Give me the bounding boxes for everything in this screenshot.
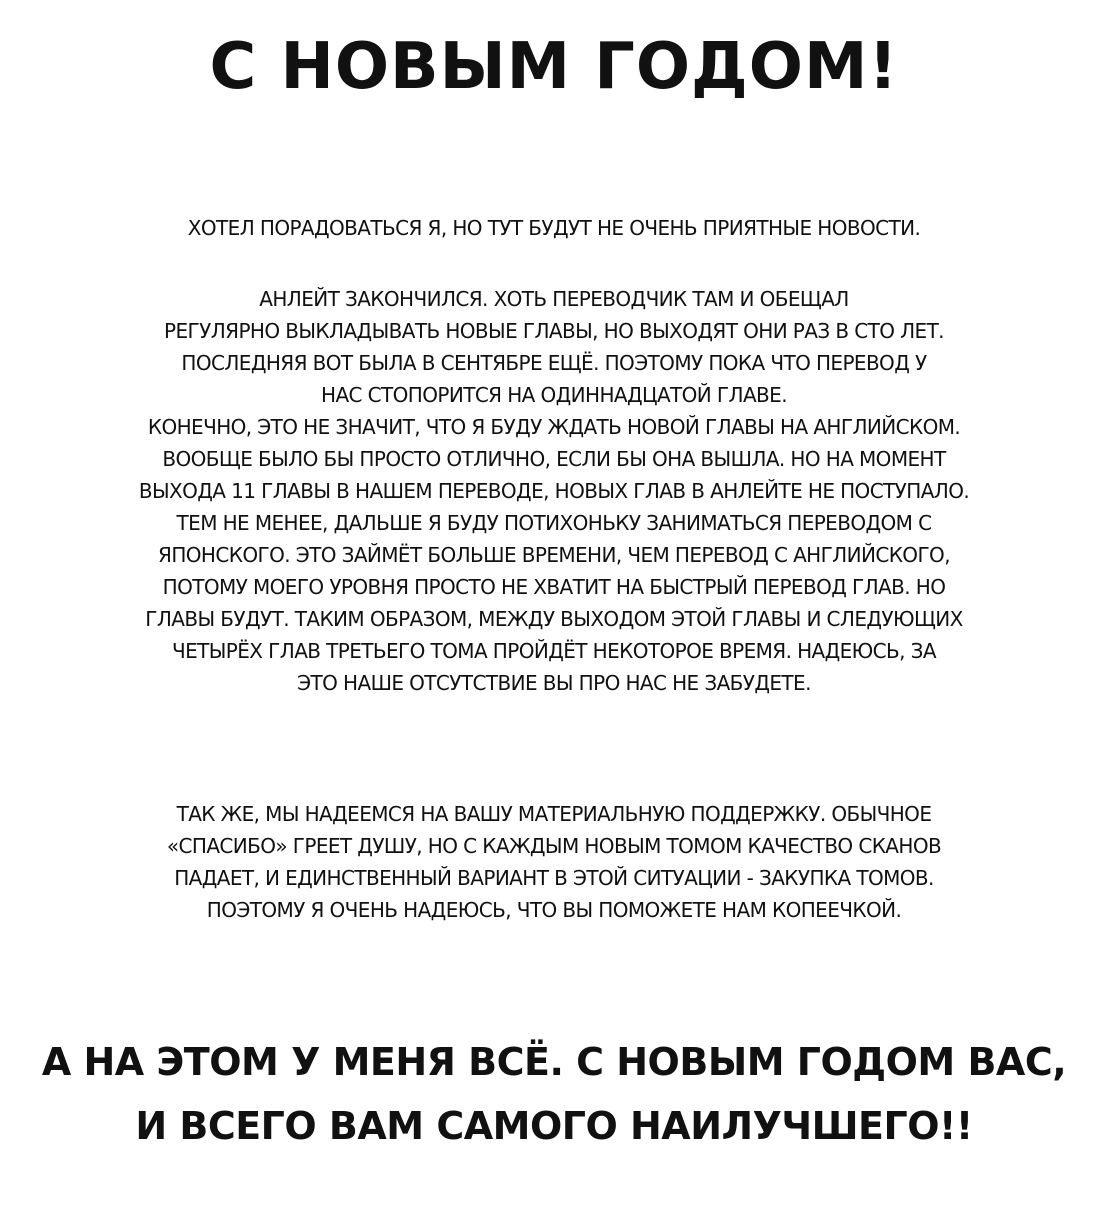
text-line: ПОСЛЕДНЯЯ ВОТ БЫЛА В СЕНТЯБРЕ ЕЩЁ. ПОЭТОМУ ПОКА ЧТО ПЕРЕВОД У <box>181 351 927 375</box>
text-line: ПОЭТОМУ Я ОЧЕНЬ НАДЕЮСЬ, ЧТО ВЫ ПОМОЖЕТЕ НАМ КОПЕЕЧКОЙ. <box>206 898 902 922</box>
text-line: «СПАСИБО» ГРЕЕТ ДУШУ, НО С КАЖДЫМ НОВЫМ ТОМОМ КАЧЕСТВО СКАНОВ <box>166 834 942 858</box>
text-line: ГЛАВЫ БУДУТ. ТАКИМ ОБРАЗОМ, МЕЖДУ ВЫХОДОМ ЭТОЙ ГЛАВЫ И СЛЕДУЮЩИХ <box>145 607 963 631</box>
closing-line: И ВСЕГО ВАМ САМОГО НАИЛУЧШЕГО!! <box>135 1104 973 1148</box>
text-line: КОНЕЧНО, ЭТО НЕ ЗНАЧИТ, ЧТО Я БУДУ ЖДАТЬ НОВОЙ ГЛАВЫ НА АНГЛИЙСКОМ. <box>147 415 961 439</box>
text-line: ЭТО НАШЕ ОТСУТСТВИЕ ВЫ ПРО НАС НЕ ЗАБУДЕТЕ. <box>297 671 811 695</box>
text-line: ТЕМ НЕ МЕНЕЕ, ДАЛЬШЕ Я БУДУ ПОТИХОНЬКУ ЗАНИМАТЬСЯ ПЕРЕВОДОМ С <box>176 511 932 535</box>
text-line: ПОТОМУ МОЕГО УРОВНЯ ПРОСТО НЕ ХВАТИТ НА БЫСТРЫЙ ПЕРЕВОД ГЛАВ. НО <box>162 575 946 599</box>
text-line: ПАДАЕТ, И ЕДИНСТВЕННЫЙ ВАРИАНТ В ЭТОЙ СИТУАЦИИ - ЗАКУПКА ТОМОВ. <box>174 866 934 890</box>
text-line: ВООБЩЕ БЫЛО БЫ ПРОСТО ОТЛИЧНО, ЕСЛИ БЫ ОНА ВЫШЛА. НО НА МОМЕНТ <box>162 447 946 471</box>
text-line: ЧЕТЫРЁХ ГЛАВ ТРЕТЬЕГО ТОМА ПРОЙДЁТ НЕКОТОРОЕ ВРЕМЯ. НАДЕЮСЬ, ЗА <box>172 639 936 663</box>
text-line: ЯПОНСКОГО. ЭТО ЗАЙМЁТ БОЛЬШЕ ВРЕМЕНИ, ЧЕМ ПЕРЕВОД С АНГЛИЙСКОГО, <box>158 543 950 567</box>
text-line: РЕГУЛЯРНО ВЫКЛАДЫВАТЬ НОВЫЕ ГЛАВЫ, НО ВЫХОДЯТ ОНИ РАЗ В СТО ЛЕТ. <box>164 319 944 343</box>
text-line: ВЫХОДА 11 ГЛАВЫ В НАШЕМ ПЕРЕВОДЕ, НОВЫХ ГЛАВ В АНЛЕЙТЕ НЕ ПОСТУПАЛО. <box>138 479 970 503</box>
paragraph-support-request <box>30 798 1078 926</box>
closing-line: А НА ЭТОМ У МЕНЯ ВСЁ. С НОВЫМ ГОДОМ ВАС, <box>41 1040 1067 1084</box>
paragraph-translation-status <box>30 283 1078 699</box>
text-line: НАС СТОПОРИТСЯ НА ОДИННАДЦАТОЙ ГЛАВЕ. <box>321 383 787 407</box>
text-line: ХОТЕЛ ПОРАДОВАТЬСЯ Я, НО ТУТ БУДУТ НЕ ОЧЕНЬ ПРИЯТНЫЕ НОВОСТИ. <box>187 216 921 240</box>
paragraph-intro <box>30 212 1078 244</box>
page-title: С НОВЫМ ГОДОМ! <box>209 30 899 104</box>
text-line: АНЛЕЙТ ЗАКОНЧИЛСЯ. ХОТЬ ПЕРЕВОДЧИК ТАМ И ОБЕЩАЛ <box>259 287 849 311</box>
text-line: ТАК ЖЕ, МЫ НАДЕЕМСЯ НА ВАШУ МАТЕРИАЛЬНУЮ ПОДДЕРЖКУ. ОБЫЧНОЕ <box>176 802 932 826</box>
closing-message <box>0 1030 1108 1158</box>
